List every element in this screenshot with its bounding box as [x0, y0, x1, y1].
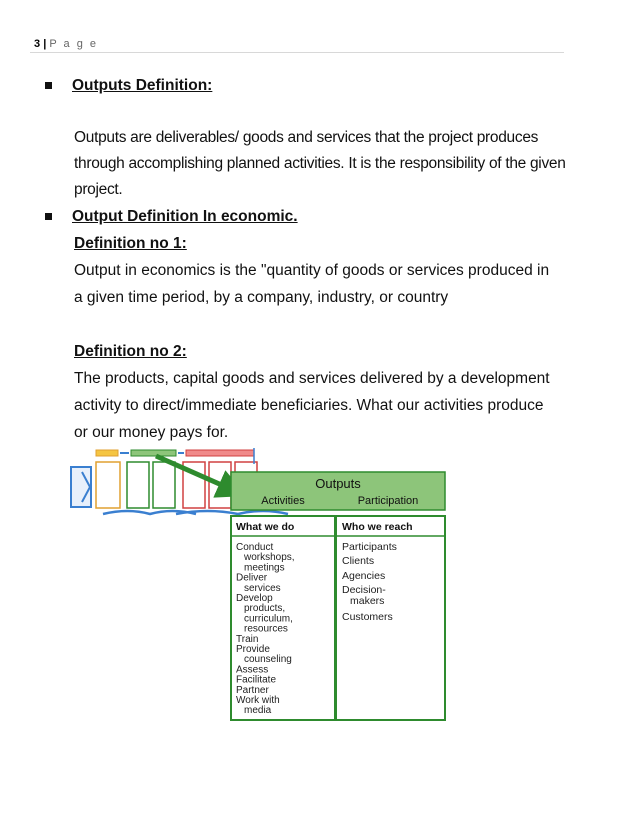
activity-item: Work with	[236, 695, 280, 706]
definition-1-line: Output in economics is the "quantity of goods or services produced in	[74, 262, 550, 279]
definition-2-line: or our money pays for.	[74, 424, 229, 441]
header-rule	[30, 52, 564, 53]
activities-header: Activities	[261, 495, 305, 507]
definition-1-line: a given time period, by a company, industry, or country	[74, 289, 449, 306]
activity-item: Provide	[236, 644, 270, 655]
activity-item: counseling	[244, 654, 292, 666]
participation-item: Agencies	[342, 570, 386, 582]
economic-definition-heading: Output Definition In economic.	[72, 208, 298, 225]
activity-item: products,	[244, 603, 286, 615]
what-we-do-subheader: What we do	[236, 521, 295, 533]
outputs-title: Outputs	[315, 476, 361, 491]
paragraph-line: Outputs are deliverables/ goods and services that the project produces	[74, 129, 539, 146]
bullet-square-icon	[45, 213, 52, 220]
bullet-square-icon	[45, 82, 52, 89]
activity-item: Conduct	[236, 542, 274, 553]
participation-item: Customers	[342, 611, 393, 623]
outputs-tab	[131, 450, 176, 456]
activity-item: Facilitate	[236, 674, 277, 686]
definition-1-label: Definition no 1:	[74, 235, 187, 252]
activities-column	[127, 462, 149, 508]
activity-item: Assess	[236, 664, 269, 676]
activity-item: meetings	[244, 562, 285, 574]
outputs-definition-heading: Outputs Definition:	[72, 77, 213, 94]
inputs-tab	[96, 450, 118, 456]
activity-item: curriculum,	[244, 613, 293, 625]
definition-2-label: Definition no 2:	[74, 343, 187, 360]
activity-item: Deliver	[236, 572, 268, 584]
activity-item: Partner	[236, 684, 269, 696]
header-separator: |	[43, 38, 47, 50]
activity-item: Develop	[236, 593, 273, 604]
page-header	[34, 38, 98, 50]
inputs-column	[96, 462, 120, 508]
page-label: P a g e	[49, 38, 98, 50]
participation-column	[153, 462, 175, 508]
definition-2-line: activity to direct/immediate beneficiaries. What our activities produce	[74, 397, 544, 414]
who-we-reach-subheader: Who we reach	[342, 521, 413, 533]
activity-item: media	[244, 705, 272, 717]
participation-item: Participants	[342, 541, 397, 553]
participation-item: makers	[350, 595, 385, 607]
activity-item: services	[244, 582, 281, 594]
activity-item: resources	[244, 623, 288, 635]
participation-item: Clients	[342, 555, 375, 567]
paragraph-line: project.	[74, 181, 123, 198]
participation-header: Participation	[357, 495, 419, 507]
participation-item: Decision-	[342, 584, 386, 596]
paragraph-line: through accomplishing planned activities. It is the responsibility of the given	[74, 155, 566, 172]
outcomes-tab	[186, 450, 254, 456]
definition-2-line: The products, capital goods and services delivered by a development	[74, 370, 550, 387]
input-arrow-box	[71, 467, 91, 507]
page-number: 3	[34, 38, 41, 50]
outputs-diagram	[68, 442, 448, 722]
activity-item: Train	[236, 633, 259, 645]
activity-item: workshops,	[244, 552, 295, 564]
